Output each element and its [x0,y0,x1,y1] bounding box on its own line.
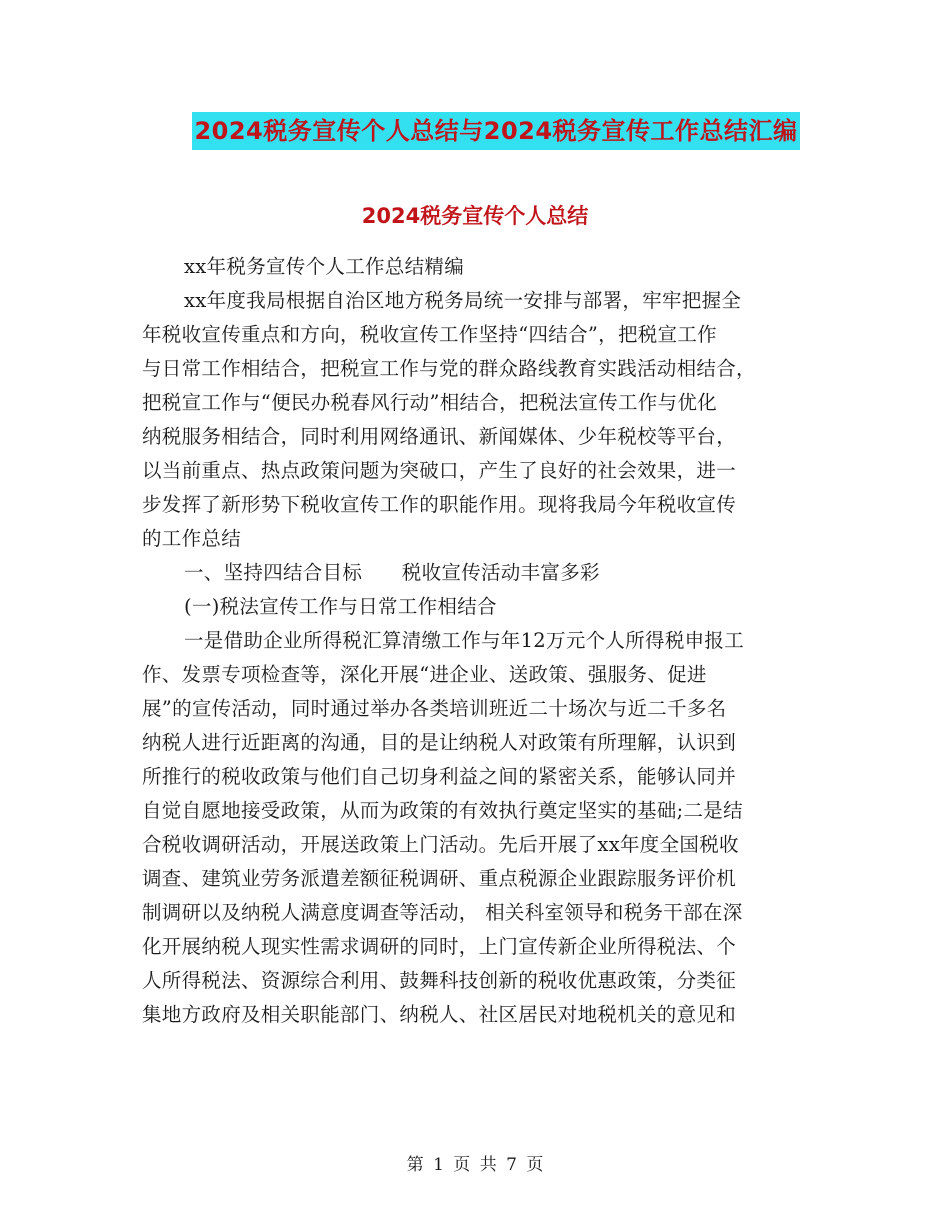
section-title: 2024税务宣传个人总结 [361,204,589,228]
body-text-line: 以当前重点、热点政策问题为突破口，产生了良好的社会效果，进一 [142,459,737,482]
body-text-line: 步发挥了新形势下税收宣传工作的职能作用。现将我局今年税收宣传 [142,493,737,516]
body-text-line: 一是借助企业所得税汇算清缴工作与年12万元个人所得税申报工 [184,629,745,652]
body-text-line: 合税收调研活动，开展送政策上门活动。先后开展了xx年度全国税收 [142,833,739,856]
body-text-line: 调查、建筑业劳务派遣差额征税调研、重点税源企业跟踪服务评价机 [142,867,737,890]
body-text-line: 制调研以及纳税人满意度调查等活动， 相关科室领导和税务干部在深 [142,901,743,924]
body-text-line: 年税收宣传重点和方向，税收宣传工作坚持“四结合”，把税宣工作 [142,323,717,346]
body-text-line: (一)税法宣传工作与日常工作相结合 [184,595,497,618]
body-text-line: 纳税人进行近距离的沟通，目的是让纳税人对政策有所理解，认识到 [142,731,737,754]
body-text-line: 纳税服务相结合，同时利用网络通讯、新闻媒体、少年税校等平台， [142,425,737,448]
body-text-line: 展”的宣传活动，同时通过举办各类培训班近二十场次与近二千多名 [142,697,727,720]
document-title-wrapper [0,112,950,150]
document-title: 2024税务宣传个人总结与2024税务宣传工作总结汇编 [192,112,799,150]
body-text-line: 与日常工作相结合，把税宣工作与党的群众路线教育实践活动相结合， [142,357,756,380]
body-text-line: 化开展纳税人现实性需求调研的同时，上门宣传新企业所得税法、个 [142,935,737,958]
body-text-line: 所推行的税收政策与他们自己切身利益之间的紧密关系，能够认同并 [142,765,737,788]
body-text-line: xx年税务宣传个人工作总结精编 [184,255,464,278]
body-text-line: 自觉自愿地接受政策，从而为政策的有效执行奠定坚实的基础;二是结 [142,799,743,822]
page-footer: 第 1 页 共 7 页 [406,1155,544,1175]
body-text-line: 的工作总结 [142,527,242,550]
body-text-line: 作、发票专项检查等，深化开展“进企业、送政策、强服务、促进 [142,663,707,686]
body-text-line: 人所得税法、资源综合利用、鼓舞科技创新的税收优惠政策，分类征 [142,969,737,992]
body-text-line: 把税宣工作与“便民办税春风行动”相结合，把税法宣传工作与优化 [142,391,717,414]
body-text-line: xx年度我局根据自治区地方税务局统一安排与部署，牢牢把握全 [184,289,742,312]
body-text-line: 一、坚持四结合目标 税收宣传活动丰富多彩 [184,561,600,584]
document-body [142,250,812,1032]
body-text-line: 集地方政府及相关职能部门、纳税人、社区居民对地税机关的意见和 [142,1003,737,1026]
